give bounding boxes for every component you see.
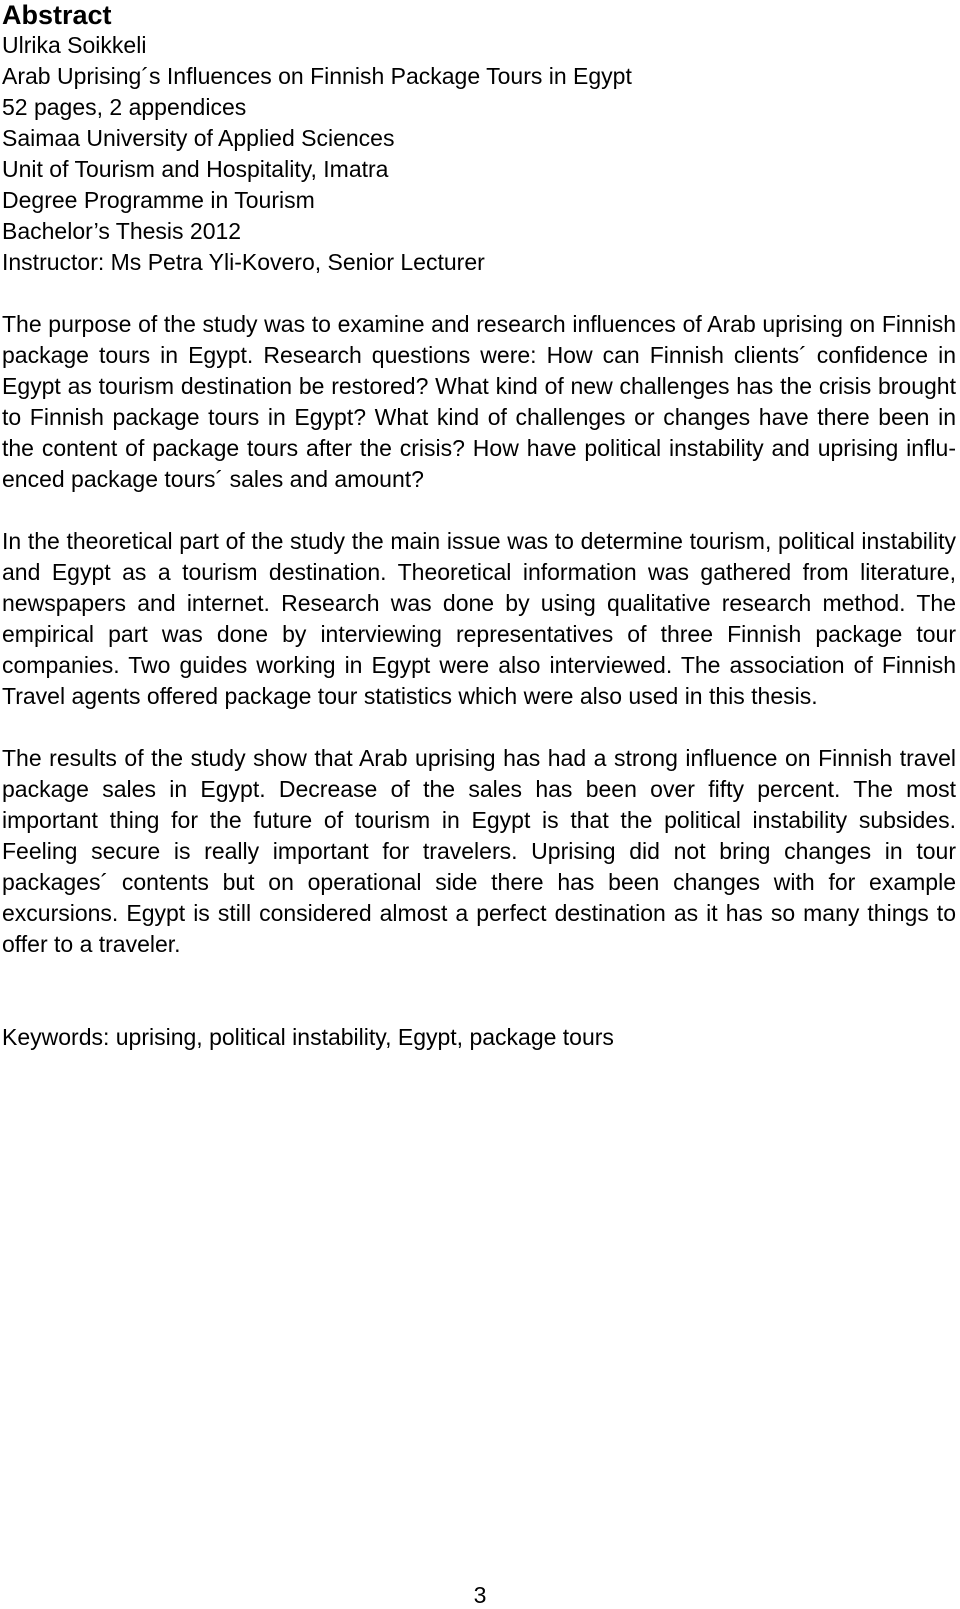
- thesis-title-line: Arab Uprising´s Influences on Finnish Package Tours in Egypt: [2, 63, 632, 89]
- programme-line: Degree Programme in Tourism: [2, 187, 315, 213]
- instructor-line: Instructor: Ms Petra Yli-Kovero, Senior Lecturer: [2, 249, 485, 275]
- keywords-line: Keywords: uprising, political instability, Egypt, package tours: [2, 1024, 614, 1050]
- abstract-paragraph-purpose: The purpose of the study was to examine and research influences of Arab uprising on Finnish package tours in Egypt. Research questions were: How can Finnish clients´ confidence in Egypt as tourism destination be restored? What kind of new challenges has the crisis brought to Finnish package tours in Egypt? What kind of challenges or changes have there been in the content of package tours after the crisis? How have political instability and uprising influenced package tours´ sales and amount?: [2, 311, 956, 492]
- page-count-line: 52 pages, 2 appendices: [2, 94, 247, 120]
- author-line: Ulrika Soikkeli: [2, 32, 147, 58]
- abstract-paragraph-theory: In the theoretical part of the study the main issue was to determine tourism, political instability and Egypt as a tourism destination. Theoretical information was gathered from literature, newspapers and internet. Research was done by using qualitative research method. The empirical part was done by interviewing representatives of three Finnish package tour companies. Two guides working in Egypt were also interviewed. The association of Finnish Travel agents offered package tour statistics which were also used in this thesis.: [2, 528, 956, 709]
- university-line: Saimaa University of Applied Sciences: [2, 125, 395, 151]
- spacer: [2, 712, 956, 743]
- spacer: [2, 960, 956, 1022]
- spacer: [2, 278, 956, 309]
- abstract-paragraph-results: The results of the study show that Arab uprising has had a strong influence on Finnish travel package sales in Egypt. Decrease of the sales has been over fifty percent. The most important thing for the future of tourism in Egypt is that the political instability subsides. Feeling secure is really important for travelers. Uprising did not bring changes in tour packages´ contents but on operational side there has been changes with for example excursions. Egypt is still considered almost a perfect destination as it has so many things to offer to a traveler.: [2, 745, 956, 957]
- thesis-type-line: Bachelor’s Thesis 2012: [2, 218, 242, 244]
- unit-line: Unit of Tourism and Hospitality, Imatra: [2, 156, 389, 182]
- spacer: [2, 495, 956, 526]
- abstract-heading: Abstract: [2, 0, 112, 30]
- page-number: 3: [473, 1582, 487, 1608]
- document-page: [2, 0, 956, 1053]
- thesis-metadata: [2, 30, 956, 278]
